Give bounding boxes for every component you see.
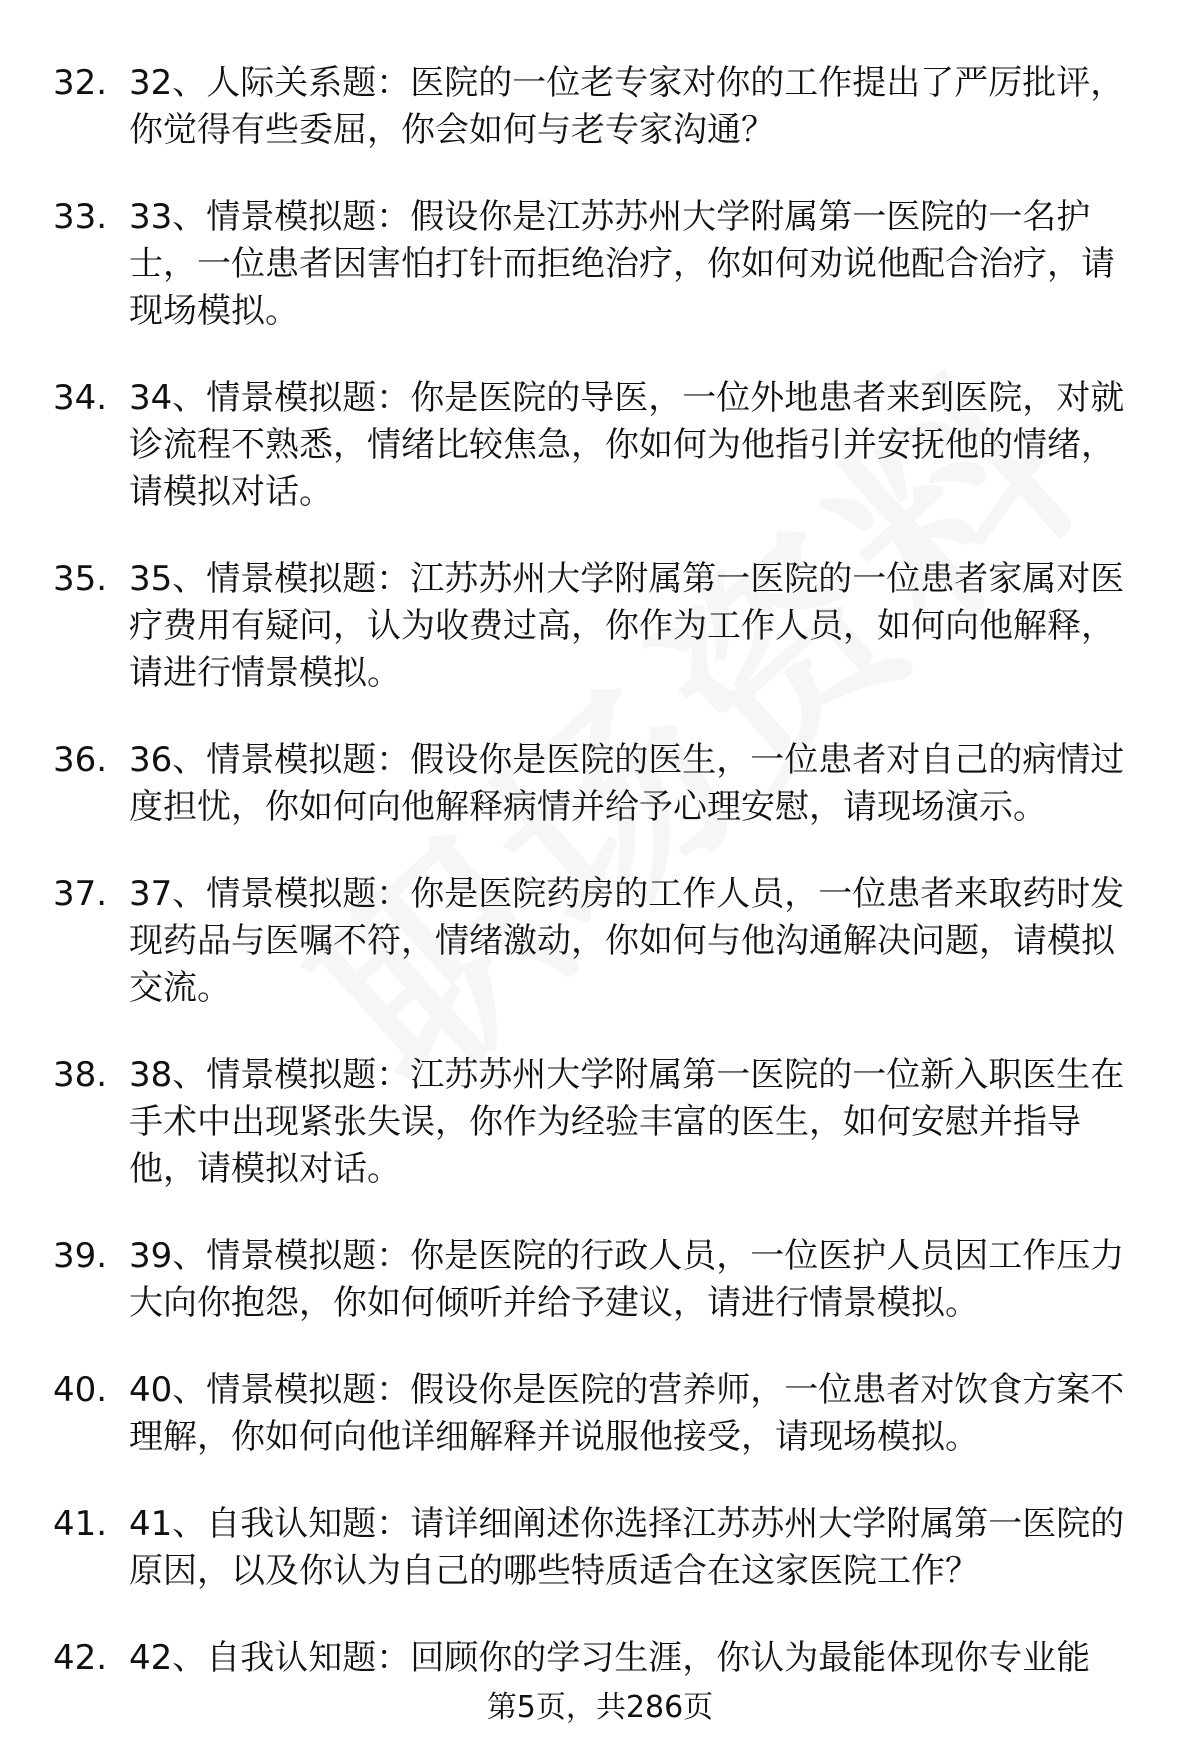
question-text: 42、自我认知题：回顾你的学习生涯，你认为最能体现你专业能 bbox=[129, 1638, 1091, 1678]
question-number: 41. bbox=[53, 1504, 108, 1544]
question-text: 37、情景模拟题：你是医院药房的工作人员，一位患者来取药时发现药品与医嘱不符，情绪激动，你如何与他沟通解决问题，请模拟交流。 bbox=[129, 874, 1125, 1008]
question-text: 40、情景模拟题：假设你是医院的营养师，一位患者对饮食方案不理解，你如何向他详细解释并说服他接受，请现场模拟。 bbox=[129, 1370, 1125, 1457]
question-item-34 bbox=[53, 375, 1153, 516]
question-number: 36. bbox=[53, 740, 108, 780]
question-item-41 bbox=[53, 1501, 1153, 1595]
question-text: 36、情景模拟题：假设你是医院的医生，一位患者对自己的病情过度担忧，你如何向他解释病情并给予心理安慰，请现场演示。 bbox=[129, 740, 1125, 827]
question-number: 32. bbox=[53, 63, 108, 103]
question-number: 35. bbox=[53, 559, 108, 599]
question-item-32 bbox=[53, 60, 1153, 154]
question-item-39 bbox=[53, 1233, 1153, 1327]
question-text: 33、情景模拟题：假设你是江苏苏州大学附属第一医院的一名护士，一位患者因害怕打针而拒绝治疗，你如何劝说他配合治疗，请现场模拟。 bbox=[129, 197, 1115, 331]
question-number: 42. bbox=[53, 1638, 108, 1678]
question-item-35 bbox=[53, 556, 1153, 697]
question-number: 40. bbox=[53, 1370, 108, 1410]
question-number: 39. bbox=[53, 1236, 108, 1276]
question-number: 37. bbox=[53, 874, 108, 914]
question-list bbox=[53, 60, 1153, 1722]
question-text: 35、情景模拟题：江苏苏州大学附属第一医院的一位患者家属对医疗费用有疑问，认为收费过高，你作为工作人员，如何向他解释，请进行情景模拟。 bbox=[129, 559, 1125, 693]
question-text: 32、人际关系题：医院的一位老专家对你的工作提出了严厉批评，你觉得有些委屈，你会如何与老专家沟通？ bbox=[129, 63, 1125, 150]
question-text: 41、自我认知题：请详细阐述你选择江苏苏州大学附属第一医院的原因，以及你认为自己的哪些特质适合在这家医院工作？ bbox=[129, 1504, 1125, 1591]
question-text: 38、情景模拟题：江苏苏州大学附属第一医院的一位新入职医生在手术中出现紧张失误，你作为经验丰富的医生，如何安慰并指导他，请模拟对话。 bbox=[129, 1055, 1125, 1189]
question-item-37 bbox=[53, 871, 1153, 1012]
page-footer: 第5页，共286页 bbox=[486, 1690, 714, 1725]
question-item-38 bbox=[53, 1052, 1153, 1193]
question-text: 34、情景模拟题：你是医院的导医，一位外地患者来到医院，对就诊流程不熟悉，情绪比较焦急，你如何为他指引并安抚他的情绪，请模拟对话。 bbox=[129, 378, 1125, 512]
question-item-33 bbox=[53, 194, 1153, 335]
question-item-40 bbox=[53, 1367, 1153, 1461]
question-number: 33. bbox=[53, 197, 108, 237]
question-number: 34. bbox=[53, 378, 108, 418]
question-item-42 bbox=[53, 1635, 1153, 1682]
question-text: 39、情景模拟题：你是医院的行政人员，一位医护人员因工作压力大向你抱怨，你如何倾听并给予建议，请进行情景模拟。 bbox=[129, 1236, 1125, 1323]
question-number: 38. bbox=[53, 1055, 108, 1095]
question-item-36 bbox=[53, 737, 1153, 831]
